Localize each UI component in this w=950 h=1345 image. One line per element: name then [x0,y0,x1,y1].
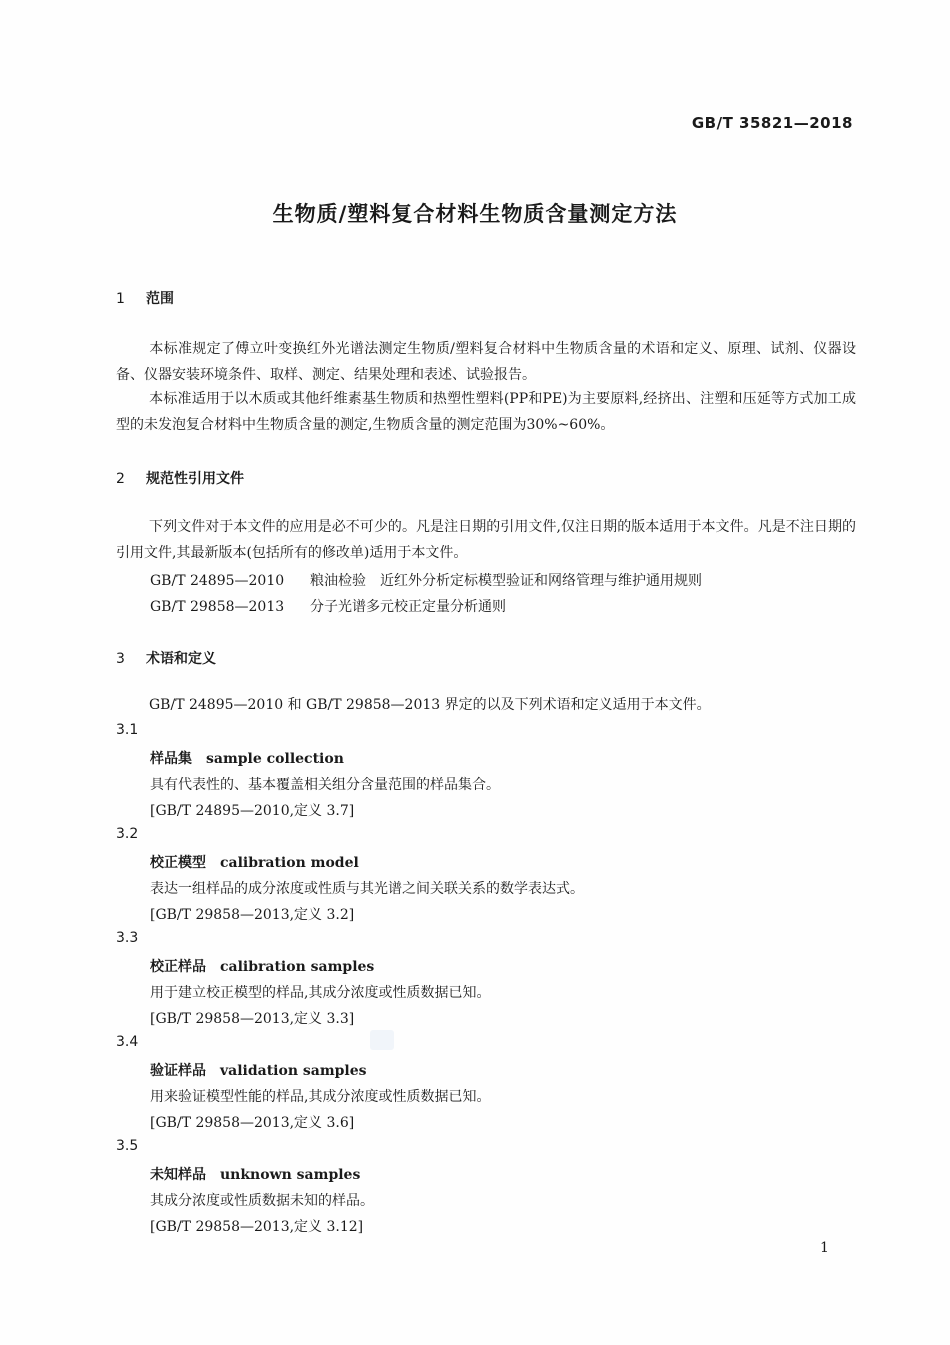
term-heading: 样品集 sample collection [150,751,344,767]
section-2-heading [116,468,244,488]
normative-reference: GB/T 24895—2010 粮油检验 近红外分析定标模型验证和网络管理与维护通用规则 [150,573,702,589]
section-number: 1 [116,291,125,307]
term-definition: 用于建立校正模型的样品,其成分浓度或性质数据已知。 [150,985,491,1001]
term-number: 3.2 [116,826,139,842]
section-number: 2 [116,471,125,487]
scan-artifact [370,1030,394,1050]
section-3-heading [116,648,216,668]
term-definition: 表达一组样品的成分浓度或性质与其光谱之间关联关系的数学表达式。 [150,881,584,897]
section-1-paragraph-1: 本标准规定了傅立叶变换红外光谱法测定生物质/塑料复合材料中生物质含量的术语和定义、原理、试剂、仪器设备、仪器安装环境条件、取样、测定、结果处理和表述、试验报告。 [116,341,856,383]
term-heading: 验证样品 validation samples [150,1063,367,1079]
section-title: 规范性引用文件 [146,471,244,487]
term-heading: 校正样品 calibration samples [150,959,375,975]
section-2-paragraph-1: 下列文件对于本文件的应用是必不可少的。凡是注日期的引用文件,仅注日期的版本适用于本文件。凡是不注日期的引用文件,其最新版本(包括所有的修改单)适用于本文件。 [116,519,856,561]
term-number: 3.5 [116,1138,139,1154]
term-source: [GB/T 29858—2013,定义 3.3] [150,1011,355,1027]
term-definition: 其成分浓度或性质数据未知的样品。 [150,1193,374,1209]
term-definition: 具有代表性的、基本覆盖相关组分含量范围的样品集合。 [150,777,500,793]
section-3-paragraph-1: GB/T 24895—2010 和 GB/T 29858—2013 界定的以及下列术语和定义适用于本文件。 [149,697,711,713]
term-number: 3.3 [116,930,139,946]
term-definition: 用来验证模型性能的样品,其成分浓度或性质数据已知。 [150,1089,491,1105]
term-source: [GB/T 29858—2013,定义 3.6] [150,1115,355,1131]
normative-reference: GB/T 29858—2013 分子光谱多元校正定量分析通则 [150,599,506,615]
term-number: 3.4 [116,1034,139,1050]
page-number: 1 [820,1240,829,1256]
document-title: 生物质/塑料复合材料生物质含量测定方法 [272,202,678,226]
term-heading: 未知样品 unknown samples [150,1167,361,1183]
section-1-paragraph-2: 本标准适用于以木质或其他纤维素基生物质和热塑性塑料(PP和PE)为主要原料,经挤出、注塑和压延等方式加工成型的未发泡复合材料中生物质含量的测定,生物质含量的测定范围为30%~60%。 [116,391,856,433]
section-title: 术语和定义 [146,651,216,667]
term-source: [GB/T 24895—2010,定义 3.7] [150,803,355,819]
term-heading: 校正模型 calibration model [150,855,359,871]
term-source: [GB/T 29858—2013,定义 3.2] [150,907,355,923]
section-number: 3 [116,651,125,667]
section-1-heading [116,288,174,308]
section-title: 范围 [146,291,174,307]
term-number: 3.1 [116,722,139,738]
standard-code: GB/T 35821—2018 [691,114,853,132]
term-source: [GB/T 29858—2013,定义 3.12] [150,1219,364,1235]
